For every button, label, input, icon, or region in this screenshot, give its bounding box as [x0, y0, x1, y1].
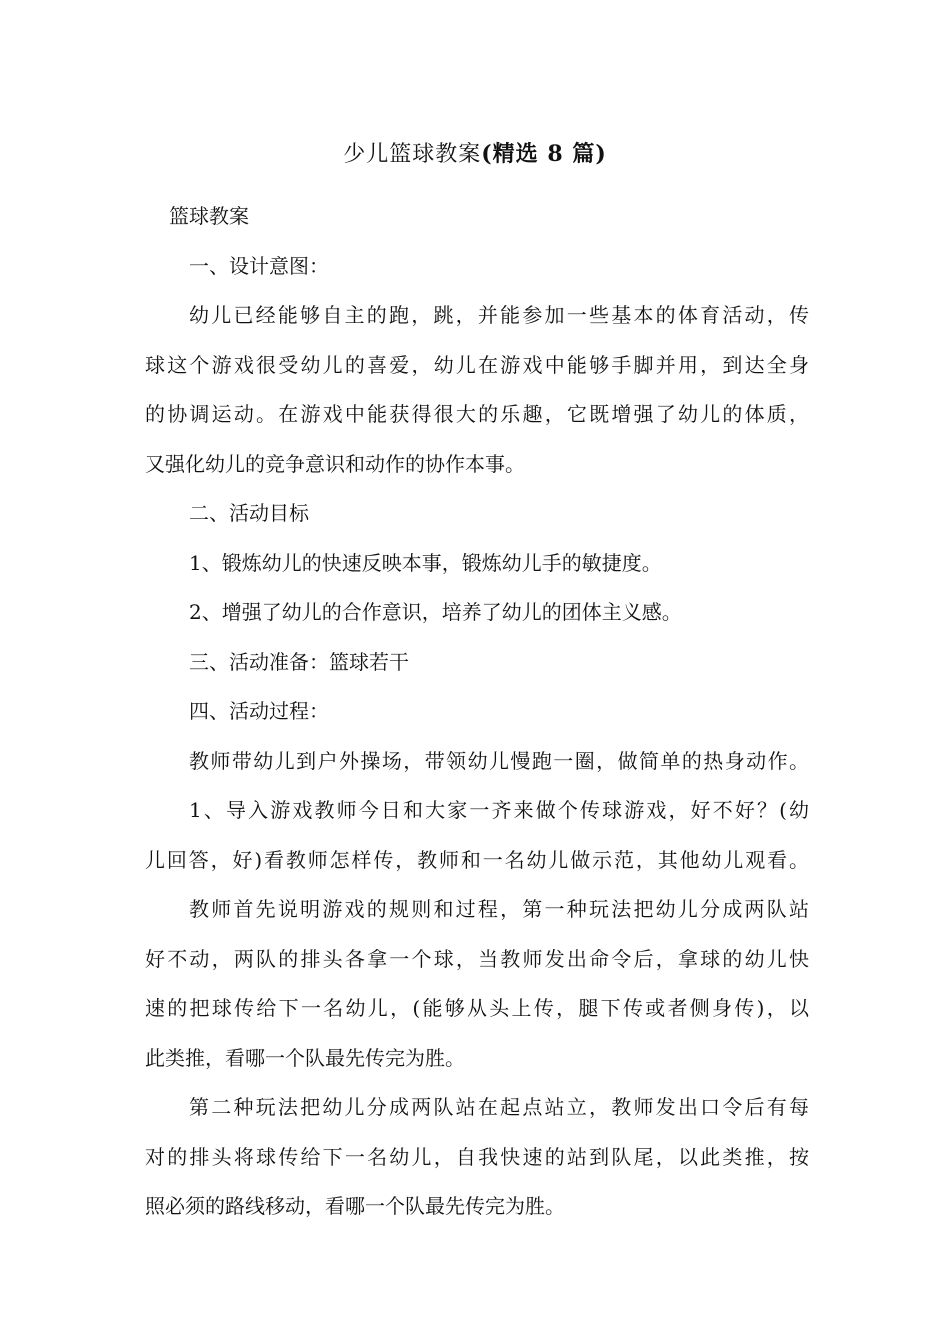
- text-line: 第二种玩法把幼儿分成两队站在起点站立，教师发出口令后有每: [189, 1095, 809, 1119]
- text-line: 的协调运动。在游戏中能获得很大的乐趣，它既增强了幼儿的体质，: [145, 402, 809, 426]
- text-line: 速的把球传给下一名幼儿，(能够从头上传，腿下传或者侧身传)，以: [145, 996, 809, 1020]
- text-line: 1、锻炼幼儿的快速反映本事，锻炼幼儿手的敏捷度。: [189, 550, 662, 575]
- text-line: 球这个游戏很受幼儿的喜爱，幼儿在游戏中能够手脚并用，到达全身: [145, 352, 809, 377]
- text-line: 四、活动过程：: [189, 699, 329, 723]
- title-paren-open: (精选: [481, 141, 539, 167]
- text-line: 此类推，看哪一个队最先传完为胜。: [145, 1045, 465, 1070]
- document-title: [0, 136, 950, 173]
- text-line: 一、设计意图：: [189, 253, 329, 278]
- text-line: 2、增强了幼儿的合作意识，培养了幼儿的团体主义感。: [189, 600, 682, 624]
- title-text-main: 少儿篮球教案: [343, 142, 482, 167]
- text-line: 1、导入游戏教师今日和大家一齐来做个传球游戏，好不好？(幼: [189, 798, 809, 822]
- text-line: 好不动，两队的排头各拿一个球，当教师发出命令后，拿球的幼儿快: [145, 946, 809, 971]
- text-line: 教师首先说明游戏的规则和过程，第一种玩法把幼儿分成两队站: [189, 897, 809, 921]
- text-line: 又强化幼儿的竞争意识和动作的协作本事。: [145, 451, 525, 476]
- text-line: 照必须的路线移动，看哪一个队最先传完为胜。: [145, 1194, 565, 1218]
- text-line: 对的排头将球传给下一名幼儿，自我快速的站到队尾，以此类推，按: [145, 1144, 809, 1169]
- text-line: 二、活动目标: [189, 501, 309, 525]
- text-line: 教师带幼儿到户外操场，带领幼儿慢跑一圈，做简单的热身动作。: [189, 748, 809, 773]
- text-line: 三、活动准备：篮球若干: [189, 649, 409, 674]
- title-number: 8: [538, 141, 573, 167]
- text-line: 幼儿已经能够自主的跑，跳，并能参加一些基本的体育活动，传: [189, 303, 809, 327]
- title-paren-close: 篇): [572, 141, 607, 167]
- document-body: [145, 192, 809, 1232]
- text-line: 儿回答，好)看教师怎样传，教师和一名幼儿做示范，其他幼儿观看。: [145, 847, 809, 872]
- text-line: 篮球教案: [169, 204, 249, 228]
